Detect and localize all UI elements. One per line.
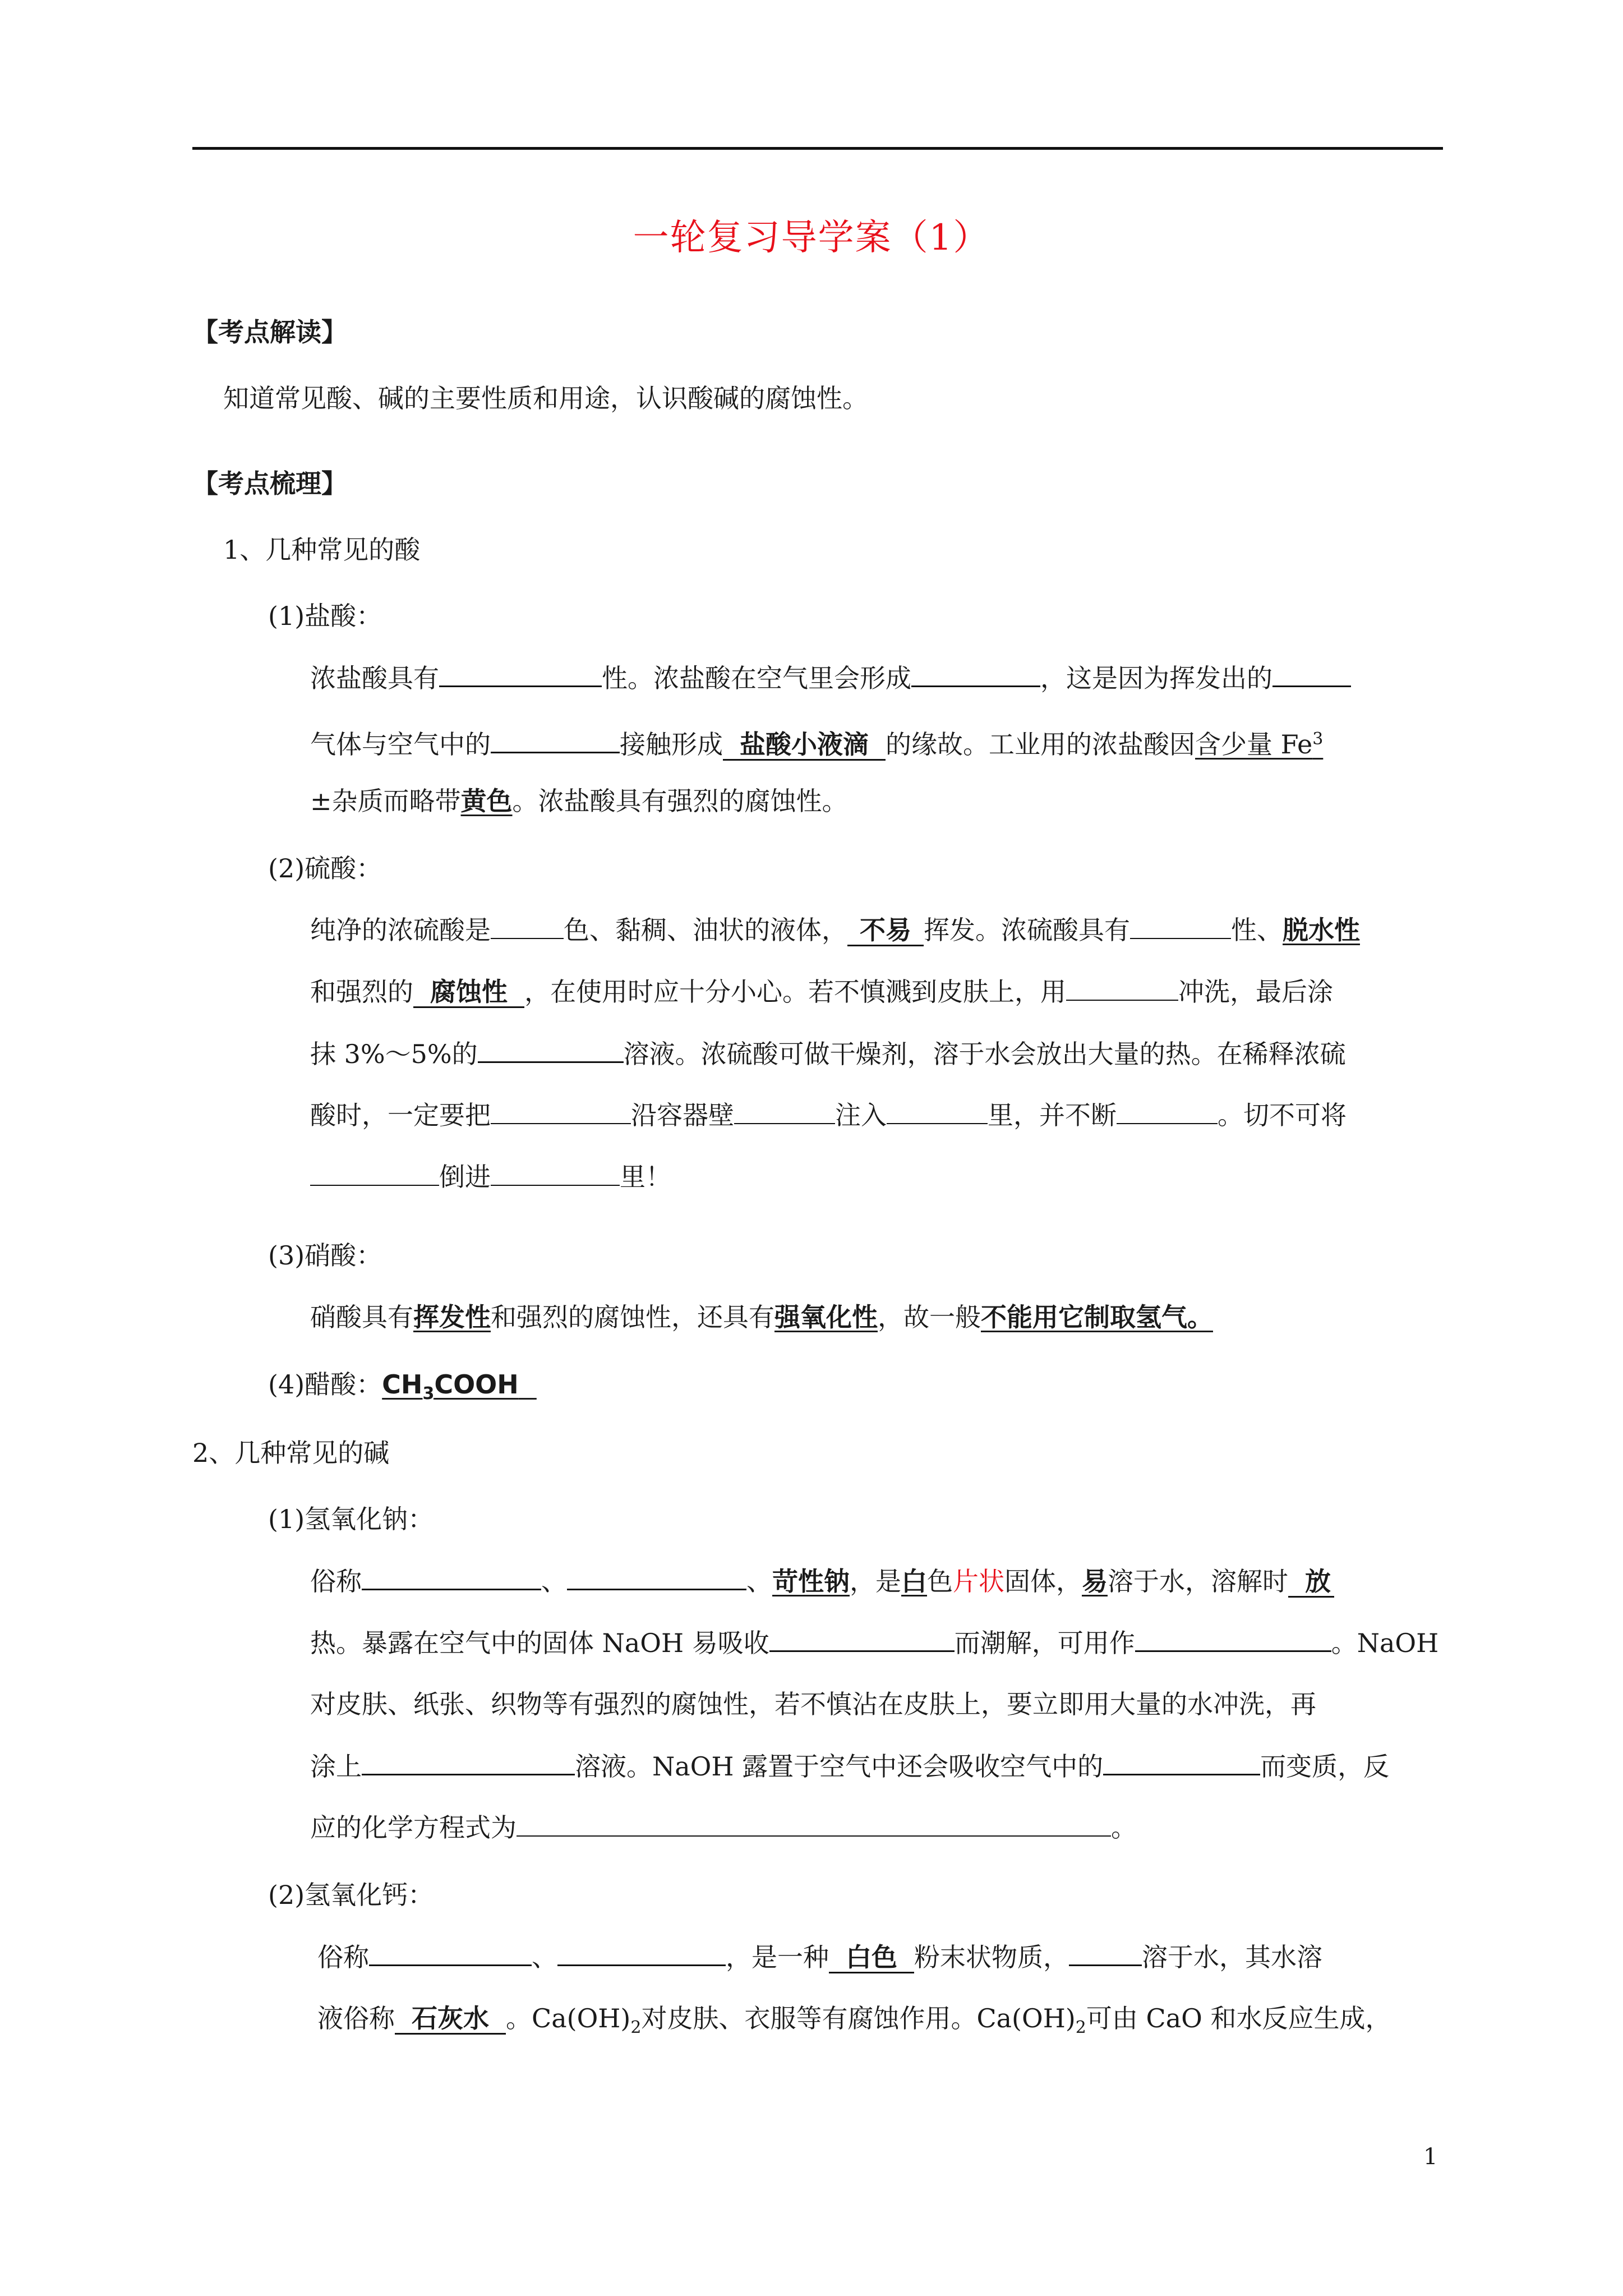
naoh-text: 溶液。NaOH 露置于空气中还会吸收空气中的 (575, 1751, 1104, 1782)
hno3-text: ，故一般 (878, 1302, 981, 1332)
acetic-formula (382, 1369, 537, 1404)
fill-blank[interactable] (491, 727, 620, 753)
fill-blank[interactable] (769, 1626, 955, 1652)
caoh2-text: ，是一种 (726, 1942, 829, 1972)
fill-blank[interactable] (1135, 1626, 1331, 1652)
hcl-text: 。浓盐酸具有强烈的腐蚀性。 (512, 786, 848, 816)
fill-blank[interactable] (734, 1098, 835, 1124)
h2so4-text: 性、 (1231, 915, 1283, 945)
h2so4-text: 抹 3%～5%的 (310, 1039, 478, 1069)
subscript: 2 (630, 2018, 642, 2037)
answer-fill: 白 (901, 1566, 927, 1596)
naoh-line-3: 对皮肤、纸张、织物等有强烈的腐蚀性，若不慎沾在皮肤上，要立即用大量的水冲洗，再 (310, 1689, 1316, 1719)
formula-part: CH (382, 1369, 423, 1400)
h2so4-text: 色、黏稠、油状的液体， (564, 915, 847, 945)
document-title: 一轮复习导学案（1） (633, 217, 990, 259)
naoh-text: ，是 (850, 1566, 901, 1596)
acetic-label: (4)醋酸： (268, 1369, 382, 1400)
superscript: 3 (1312, 729, 1324, 749)
h2so4-line-1 (310, 913, 1360, 947)
fill-blank[interactable] (1103, 1749, 1260, 1775)
naoh-text: 、 (541, 1566, 567, 1596)
answer-fill: 不易 (847, 915, 924, 946)
answer-fill: 挥发性 (413, 1302, 491, 1332)
hcl-text (1195, 729, 1323, 760)
hno3-text: 硝酸具有 (310, 1302, 413, 1332)
caoh2-line-1 (317, 1940, 1322, 1974)
caoh2-label: (2)氢氧化钙： (268, 1880, 434, 1910)
h2so4-text: 酸时，一定要把 (310, 1100, 491, 1130)
section-heading-review: 【考点梳理】 (192, 468, 347, 499)
h2so4-text: 和强烈的 (310, 977, 413, 1007)
naoh-line-2 (310, 1626, 1438, 1660)
h2so4-text: 溶液。浓硫酸可做干燥剂，溶于水会放出大量的热。在稀释浓硫 (623, 1039, 1346, 1069)
caoh2-text: 粉末状物质， (914, 1942, 1069, 1972)
caoh2-text: 对皮肤、衣服等有腐蚀作用。Ca(OH) (641, 2003, 1076, 2033)
naoh-line-1 (310, 1564, 1334, 1598)
acetic-line (268, 1368, 537, 1411)
naoh-text: 、 (746, 1566, 772, 1596)
fill-blank[interactable] (1069, 1940, 1142, 1966)
h2so4-label: (2)硫酸： (268, 853, 382, 884)
answer-fill: 盐酸小液滴 (723, 730, 886, 761)
fill-blank[interactable] (478, 1037, 624, 1063)
naoh-text: 。NaOH (1331, 1628, 1439, 1658)
fill-blank[interactable] (491, 913, 564, 939)
caoh2-text: 可由 CaO 和水反应生成， (1086, 2003, 1391, 2033)
caoh2-text: 溶于水，其水溶 (1142, 1942, 1322, 1972)
hcl-text: 的缘故。工业用的浓盐酸因 (886, 729, 1195, 760)
hcl-text: 浓盐酸具有 (310, 663, 439, 693)
h2so4-text: 里！ (620, 1162, 671, 1192)
fill-blank[interactable] (1272, 661, 1351, 687)
red-text: 片状 (953, 1566, 1004, 1596)
fill-blank[interactable] (517, 1811, 1111, 1837)
interpretation-text: 知道常见酸、碱的主要性质和用途，认识酸碱的腐蚀性。 (223, 383, 868, 413)
fill-blank[interactable] (557, 1940, 726, 1966)
subscript: 2 (1075, 2018, 1086, 2037)
h2so4-text: 冲洗，最后涂 (1178, 977, 1333, 1007)
fill-blank[interactable] (911, 661, 1040, 687)
caoh2-text: 。Ca(OH) (506, 2003, 631, 2033)
answer-fill: 强氧化性 (774, 1302, 878, 1332)
naoh-label: (1)氢氧化钠： (268, 1504, 434, 1534)
h2so4-text: 沿容器壁 (631, 1100, 734, 1130)
hcl-line-3 (310, 784, 848, 818)
hcl-line-2 (310, 723, 1323, 761)
header-rule (192, 147, 1443, 150)
naoh-text: 而变质，反 (1260, 1751, 1390, 1782)
answer-fill: 脱水性 (1283, 915, 1360, 945)
h2so4-text: ，在使用时应十分小心。若不慎溅到皮肤上，用 (524, 977, 1066, 1007)
hno3-text: 和强烈的腐蚀性，还具有 (491, 1302, 774, 1332)
hno3-label: (3)硝酸： (268, 1240, 382, 1271)
fill-blank[interactable] (369, 1940, 532, 1966)
naoh-text: 应的化学方程式为 (310, 1812, 517, 1843)
fill-blank[interactable] (567, 1564, 746, 1590)
h2so4-text: 。切不可将 (1218, 1100, 1347, 1130)
fill-blank[interactable] (491, 1160, 620, 1186)
fill-blank[interactable] (439, 661, 602, 687)
naoh-text: 固体， (1004, 1566, 1082, 1596)
hcl-text: 气体与空气中的 (310, 729, 491, 760)
hcl-text: 性。浓盐酸在空气里会形成 (602, 663, 911, 693)
fill-blank[interactable] (310, 1160, 439, 1186)
answer-fill: 易 (1082, 1566, 1108, 1596)
h2so4-text: 纯净的浓硫酸是 (310, 915, 491, 945)
hcl-line-1 (310, 661, 1351, 695)
naoh-text: 。 (1111, 1812, 1137, 1843)
subscript: 3 (422, 1384, 435, 1404)
caoh2-line-2 (317, 2001, 1391, 2045)
answer-fill: 放 (1288, 1567, 1334, 1598)
formula-part: COOH (434, 1369, 519, 1400)
fill-blank[interactable] (1130, 913, 1231, 939)
caoh2-text: 俗称 (317, 1942, 369, 1972)
caoh2-text: 液俗称 (317, 2003, 395, 2033)
h2so4-text: 注入 (835, 1100, 887, 1130)
naoh-text: 俗称 (310, 1566, 362, 1596)
hcl-text: 含少量 Fe (1195, 729, 1313, 760)
naoh-line-4 (310, 1749, 1389, 1783)
fill-blank[interactable] (491, 1098, 631, 1124)
hno3-line-1 (310, 1300, 1213, 1334)
fill-blank[interactable] (362, 1564, 541, 1590)
fill-blank[interactable] (1117, 1098, 1218, 1124)
acids-heading: 1、几种常见的酸 (223, 535, 421, 565)
caoh2-text: 、 (532, 1942, 557, 1972)
fill-blank[interactable] (1066, 975, 1178, 1001)
h2so4-text: 挥发。浓硫酸具有 (924, 915, 1130, 945)
answer-fill: 石灰水 (395, 2004, 506, 2035)
h2so4-line-3 (310, 1037, 1346, 1071)
bases-heading: 2、几种常见的碱 (192, 1438, 390, 1468)
answer-fill: 白色 (829, 1943, 914, 1973)
h2so4-text: 倒进 (439, 1162, 491, 1192)
h2so4-text: 里，并不断 (988, 1100, 1117, 1130)
answer-fill: 苛性钠 (772, 1566, 850, 1596)
answer-fill: 黄色 (460, 786, 513, 816)
fill-blank[interactable] (887, 1098, 988, 1124)
h2so4-line-4 (310, 1098, 1347, 1132)
naoh-text: 而潮解，可用作 (954, 1628, 1135, 1658)
naoh-text: 色 (927, 1566, 953, 1596)
section-heading-interpretation: 【考点解读】 (192, 317, 347, 347)
fill-blank[interactable] (362, 1749, 575, 1775)
naoh-text: 溶于水，溶解时 (1108, 1566, 1288, 1596)
hcl-text: 接触形成 (620, 729, 723, 760)
page-number: 1 (1423, 2144, 1438, 2170)
hcl-text: ，这是因为挥发出的 (1040, 663, 1272, 693)
answer-fill: 腐蚀性 (413, 977, 524, 1008)
naoh-line-5 (310, 1811, 1137, 1844)
hcl-text: ±杂质而略带 (310, 786, 461, 816)
naoh-text: 涂上 (310, 1751, 362, 1782)
h2so4-line-5 (310, 1160, 671, 1194)
answer-fill: 不能用它制取氢气。 (981, 1302, 1213, 1332)
hcl-label: (1)盐酸： (268, 601, 382, 631)
h2so4-line-2 (310, 975, 1333, 1009)
naoh-text: 热。暴露在空气中的固体 NaOH 易吸收 (310, 1628, 769, 1658)
